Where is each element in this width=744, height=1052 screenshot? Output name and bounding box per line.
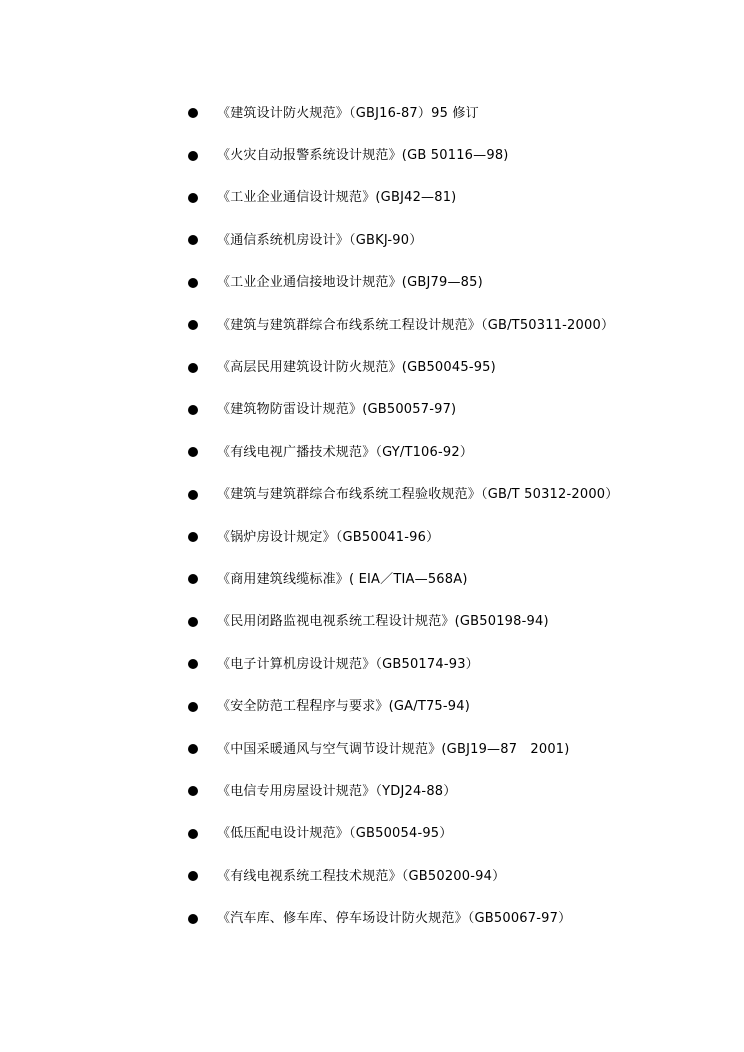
reference-text: 《汽车库、修车库、停车场设计防火规范》（GB50067-97） [217, 911, 572, 927]
bullet-icon [188, 871, 198, 881]
reference-text: 《低压配电设计规范》（GB50054-95） [217, 826, 453, 842]
bullet-icon [188, 532, 198, 542]
bullet-icon [188, 108, 198, 118]
list-item [188, 516, 728, 558]
reference-text: 《工业企业通信设计规范》(GBJ42—81) [217, 190, 457, 206]
reference-text: 《建筑与建筑群综合布线系统工程验收规范》（GB/T 50312-2000） [217, 487, 619, 503]
reference-text: 《有线电视广播技术规范》（GY/T106-92） [217, 444, 474, 460]
list-item [188, 558, 728, 600]
list-item [188, 219, 728, 261]
bullet-icon [188, 786, 198, 796]
reference-text: 《高层民用建筑设计防火规范》(GB50045-95) [217, 360, 496, 376]
list-item [188, 389, 728, 431]
list-item [188, 813, 728, 855]
reference-text: 《有线电视系统工程技术规范》（GB50200-94） [217, 868, 506, 884]
bullet-icon [188, 278, 198, 288]
reference-text: 《电信专用房屋设计规范》（YDJ24-88） [217, 783, 457, 799]
list-item [188, 262, 728, 304]
bullet-icon [188, 829, 198, 839]
bullet-icon [188, 490, 198, 500]
list-item [188, 770, 728, 812]
reference-text: 《锅炉房设计规定》（GB50041-96） [217, 529, 440, 545]
reference-text: 《建筑物防雷设计规范》(GB50057-97) [217, 402, 457, 418]
standards-reference-list [188, 92, 728, 940]
reference-text: 《安全防范工程程序与要求》(GA/T75-94) [217, 699, 471, 715]
list-item [188, 643, 728, 685]
list-item [188, 346, 728, 388]
reference-text: 《中国采暖通风与空气调节设计规范》(GBJ19—87 2001) [217, 741, 570, 757]
reference-text: 《通信系统机房设计》（GBKJ-90） [217, 232, 423, 248]
list-item [188, 601, 728, 643]
bullet-icon [188, 659, 198, 669]
list-item [188, 134, 728, 176]
reference-text: 《建筑与建筑群综合布线系统工程设计规范》（GB/T50311-2000） [217, 317, 615, 333]
list-item [188, 728, 728, 770]
reference-text: 《电子计算机房设计规范》（GB50174-93） [217, 656, 479, 672]
bullet-icon [188, 320, 198, 330]
list-item [188, 177, 728, 219]
bullet-icon [188, 574, 198, 584]
bullet-icon [188, 702, 198, 712]
bullet-icon [188, 914, 198, 924]
reference-text: 《工业企业通信接地设计规范》(GBJ79—85) [217, 275, 483, 291]
reference-text: 《民用闭路监视电视系统工程设计规范》(GB50198-94) [217, 614, 549, 630]
list-item [188, 304, 728, 346]
reference-text: 《火灾自动报警系统设计规范》(GB 50116—98) [217, 148, 509, 164]
list-item [188, 685, 728, 727]
reference-text: 《商用建筑线缆标准》( EIA／TIA—568A) [217, 571, 468, 587]
bullet-icon [188, 193, 198, 203]
bullet-icon [188, 405, 198, 415]
bullet-icon [188, 363, 198, 373]
bullet-icon [188, 617, 198, 627]
bullet-icon [188, 744, 198, 754]
bullet-icon [188, 151, 198, 161]
bullet-icon [188, 447, 198, 457]
list-item [188, 897, 728, 939]
list-item [188, 431, 728, 473]
list-item [188, 92, 728, 134]
reference-text: 《建筑设计防火规范》（GBJ16-87）95 修订 [217, 105, 479, 121]
bullet-icon [188, 235, 198, 245]
list-item [188, 855, 728, 897]
list-item [188, 474, 728, 516]
